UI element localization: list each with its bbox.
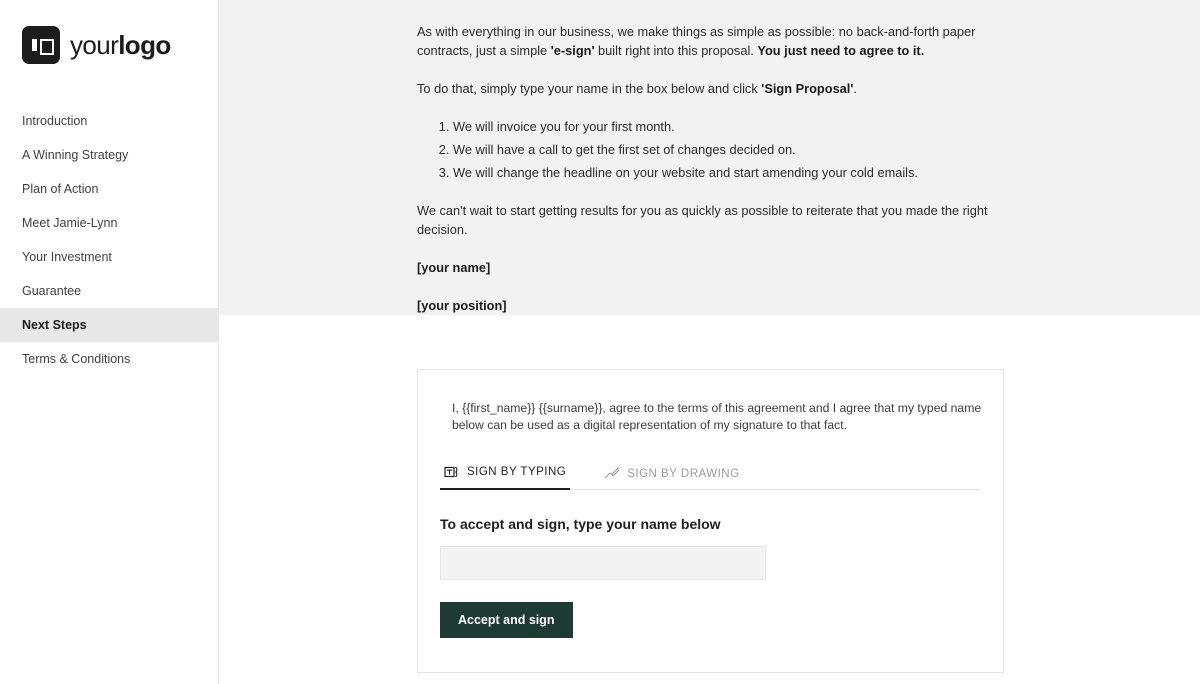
paragraph-1-bold-a: 'e-sign' [550, 43, 595, 58]
paragraph-1-bold-b: You just need to agree to it. [757, 43, 925, 58]
sign-area [219, 315, 1200, 684]
type-signature-icon [444, 465, 459, 479]
list-item: 1. We will invoice you for your first month. [453, 117, 1005, 136]
main-content [219, 0, 1200, 684]
logo-text-prefix: your [70, 29, 119, 60]
document-ordered-list [417, 117, 1005, 182]
paragraph-2-text-a: To do that, simply type your name in the box below and click [417, 81, 762, 96]
sidebar-item-a-winning-strategy[interactable]: A Winning Strategy [22, 148, 129, 162]
sidebar-nav [0, 104, 218, 376]
signature-position: [your position] [417, 298, 507, 313]
logo[interactable] [0, 0, 218, 64]
paragraph-2-text-b: . [853, 81, 857, 96]
document-paragraph-1 [417, 22, 1005, 60]
paragraph-1-text-a: As with everything in our business, we make things as simple as possible: no back-and-forth paper contracts, just a simple [417, 24, 976, 58]
document-paragraph-3: We can't wait to start getting results for you as quickly as possible to reiterate that you made the right decision. [417, 203, 988, 237]
logo-text [70, 30, 171, 61]
tab-sign-by-drawing[interactable] [600, 467, 743, 490]
sidebar-item-plan-of-action[interactable]: Plan of Action [22, 182, 99, 196]
signature-tabs [440, 464, 981, 490]
tab-sign-by-typing-label: SIGN BY TYPING [467, 466, 567, 478]
logo-mark-icon [22, 26, 60, 64]
sidebar-item-your-investment[interactable]: Your Investment [22, 250, 112, 264]
sidebar-item-next-steps[interactable]: Next Steps [0, 308, 218, 342]
sidebar-item-meet-jamie-lynn[interactable]: Meet Jamie-Lynn [22, 216, 118, 230]
list-item: 3. We will change the headline on your website and start amending your cold emails. [453, 163, 1005, 182]
tab-sign-by-drawing-label: SIGN BY DRAWING [627, 468, 740, 480]
pen-draw-icon [604, 467, 619, 481]
list-item: 2. We will have a call to get the first set of changes decided on. [453, 140, 1005, 159]
document-paragraph-2 [417, 79, 1005, 98]
sidebar-item-guarantee[interactable]: Guarantee [22, 284, 82, 298]
paragraph-2-bold-a: 'Sign Proposal' [761, 81, 854, 96]
logo-text-suffix: logo [118, 29, 171, 60]
sidebar [0, 0, 219, 684]
signature-name-input[interactable] [440, 546, 766, 580]
tab-sign-by-typing[interactable] [440, 465, 570, 490]
sidebar-item-terms-and-conditions[interactable]: Terms & Conditions [22, 352, 131, 366]
paragraph-1-text-b: built right into this proposal. [594, 43, 758, 58]
document-body [219, 0, 1200, 315]
consent-text: I, {{first_name}} {{surname}}, agree to the terms of this agreement and I agree that my typed name below can be used as a digital representation of my signature to that fact. [452, 401, 982, 432]
sign-heading: To accept and sign, type your name below [440, 516, 721, 532]
sidebar-item-introduction[interactable]: Introduction [22, 114, 88, 128]
signature-name: [your name] [417, 260, 491, 275]
signature-card [417, 369, 1004, 673]
accept-and-sign-button[interactable]: Accept and sign [440, 602, 573, 638]
